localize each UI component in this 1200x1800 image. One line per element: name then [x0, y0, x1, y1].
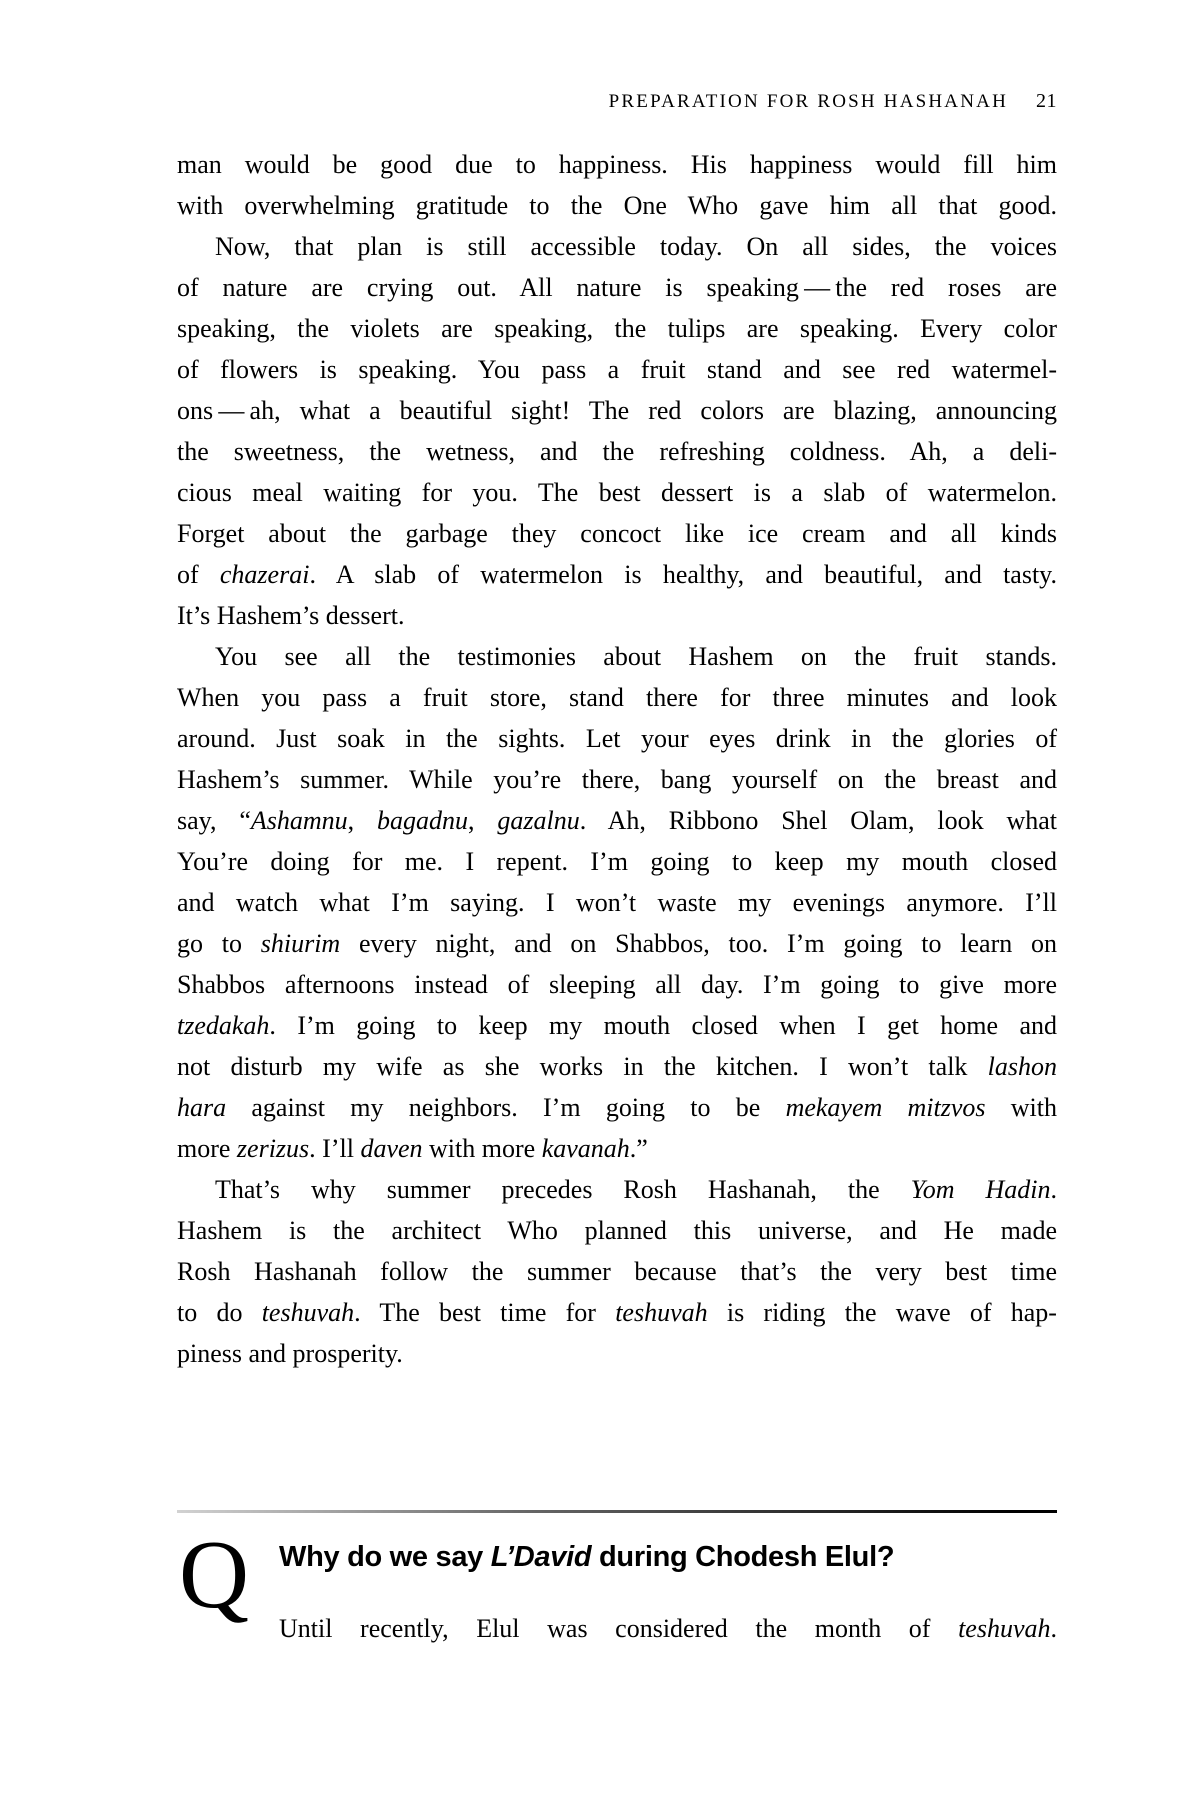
text-run: It’s Hashem’s dessert.	[177, 601, 405, 630]
text-line	[177, 841, 1057, 882]
text-run: with	[985, 1093, 1058, 1122]
text-run: Now, that plan is still accessible today. On all sides, the voices	[215, 232, 1057, 261]
text-run: Until recently, Elul was considered the month of	[279, 1614, 959, 1643]
text-line	[177, 677, 1057, 718]
text-run: . A slab of watermelon is healthy, and beautiful, and tasty.	[309, 560, 1057, 589]
text-line	[177, 759, 1057, 800]
body-paragraph	[177, 636, 1057, 1169]
text-line	[177, 1292, 1057, 1333]
text-run: You see all the testimonies about Hashem on the fruit stands.	[215, 642, 1057, 671]
body-paragraph	[177, 226, 1057, 636]
text-line	[177, 718, 1057, 759]
text-run: . The best time for	[354, 1298, 616, 1327]
text-run: of	[177, 560, 220, 589]
italic-text-run: chazerai	[219, 560, 310, 589]
body-paragraph	[177, 1169, 1057, 1374]
text-run: .	[1050, 1175, 1057, 1204]
text-line	[177, 1333, 1057, 1374]
running-header-title: PREPARATION FOR ROSH HASHANAH	[608, 91, 1008, 112]
text-line	[177, 1087, 1057, 1128]
italic-text-run: tzedakah	[177, 1011, 270, 1040]
text-run: Shabbos afternoons instead of sleeping all day. I’m going to give more	[177, 970, 1057, 999]
text-run: ,	[468, 806, 498, 835]
italic-text-run: teshuvah	[615, 1298, 708, 1327]
body-text	[177, 144, 1057, 1374]
body-paragraph	[177, 144, 1057, 226]
text-line	[177, 1128, 1057, 1169]
text-run: during Chodesh Elul?	[591, 1541, 895, 1573]
answer-text	[279, 1609, 1057, 1649]
italic-text-run: Ashamnu	[250, 806, 348, 835]
text-line	[177, 390, 1057, 431]
italic-text-run: bagadnu	[377, 806, 469, 835]
qa-content	[279, 1539, 1057, 1649]
text-run: .	[1050, 1614, 1057, 1643]
italic-text-run: teshuvah	[261, 1298, 355, 1327]
running-header	[177, 90, 1057, 113]
text-run: speaking, the violets are speaking, the tulips are speaking. Every color	[177, 314, 1057, 343]
text-run: and watch what I’m saying. I won’t waste my evenings anymore. I’ll	[177, 888, 1057, 917]
italic-text-run: mekayem mitzvos	[785, 1093, 986, 1122]
text-run: That’s why summer precedes Rosh Hashanah, the	[215, 1175, 911, 1204]
text-line	[177, 185, 1057, 226]
text-line	[177, 964, 1057, 1005]
text-line	[177, 1210, 1057, 1251]
italic-text-run: L’David	[490, 1541, 592, 1573]
italic-text-run: lashon	[987, 1052, 1057, 1081]
text-run: . I’ll	[309, 1134, 361, 1163]
question-drop-cap: Q	[179, 1521, 250, 1628]
text-run: Why do we say	[279, 1541, 491, 1573]
text-run: go to	[177, 929, 261, 958]
text-run: say, “	[177, 806, 251, 835]
text-run: man would be good due to happiness. His happiness would fill him	[177, 150, 1057, 179]
text-run: Hashem is the architect Who planned this universe, and He made	[177, 1216, 1057, 1245]
text-run: of nature are crying out. All nature is speaking — the red roses are	[177, 273, 1057, 302]
text-run: Forget about the garbage they concoct like ice cream and all kinds	[177, 519, 1057, 548]
text-run: every night, and on Shabbos, too. I’m going to learn on	[340, 929, 1057, 958]
text-run: around. Just soak in the sights. Let your eyes drink in the glories of	[177, 724, 1057, 753]
text-line	[177, 472, 1057, 513]
text-run: is riding the wave of hap-	[707, 1298, 1057, 1327]
text-run: the sweetness, the wetness, and the refreshing coldness. Ah, a deli-	[177, 437, 1057, 466]
italic-text-run: zerizus	[236, 1134, 310, 1163]
text-line	[177, 1251, 1057, 1292]
text-run: with overwhelming gratitude to the One Who gave him all that good.	[177, 191, 1057, 220]
text-run: with more	[422, 1134, 542, 1163]
text-line	[177, 882, 1057, 923]
italic-text-run: kavanah	[541, 1134, 630, 1163]
italic-text-run: daven	[360, 1134, 423, 1163]
text-line	[177, 595, 1057, 636]
text-run: Rosh Hashanah follow the summer because that’s the very best time	[177, 1257, 1057, 1286]
text-run: ons — ah, what a beautiful sight! The red colors are blazing, announcing	[177, 396, 1057, 425]
text-line	[177, 349, 1057, 390]
text-run: more	[177, 1134, 237, 1163]
text-line	[177, 1169, 1057, 1210]
text-run: . Ah, Ribbono Shel Olam, look what	[579, 806, 1058, 835]
qa-row	[177, 1521, 1057, 1649]
text-line	[177, 144, 1057, 185]
text-run: to do	[177, 1298, 262, 1327]
question-text	[279, 1539, 1057, 1575]
text-line	[177, 308, 1057, 349]
page-number: 21	[1036, 90, 1057, 112]
text-line	[177, 923, 1057, 964]
text-line	[177, 267, 1057, 308]
text-run: against my neighbors. I’m going to be	[226, 1093, 786, 1122]
qa-section	[177, 1510, 1057, 1649]
text-run: of flowers is speaking. You pass a fruit stand and see red watermel-	[177, 355, 1057, 384]
text-run: cious meal waiting for you. The best dessert is a slab of watermelon.	[177, 478, 1057, 507]
section-divider-rule	[177, 1510, 1057, 1513]
text-line	[177, 636, 1057, 677]
text-run: ,	[347, 806, 378, 835]
text-run: .”	[629, 1134, 648, 1163]
text-line	[177, 800, 1057, 841]
text-run: When you pass a fruit store, stand there for three minutes and look	[177, 683, 1057, 712]
text-line	[177, 1005, 1057, 1046]
text-line	[177, 513, 1057, 554]
text-line	[177, 1046, 1057, 1087]
text-run: not disturb my wife as she works in the kitchen. I won’t talk	[177, 1052, 988, 1081]
italic-text-run: shiurim	[260, 929, 341, 958]
italic-text-run: gazalnu	[497, 806, 580, 835]
italic-text-run: Yom Hadin	[910, 1175, 1051, 1204]
text-line	[177, 431, 1057, 472]
text-run: Hashem’s summer. While you’re there, bang yourself on the breast and	[177, 765, 1057, 794]
italic-text-run: teshuvah	[958, 1614, 1051, 1643]
text-run: . I’m going to keep my mouth closed when I get home and	[269, 1011, 1057, 1040]
text-run: You’re doing for me. I repent. I’m going to keep my mouth closed	[177, 847, 1057, 876]
italic-text-run: hara	[177, 1093, 227, 1122]
text-line	[177, 226, 1057, 267]
text-run: piness and prosperity.	[177, 1339, 403, 1368]
text-line	[177, 554, 1057, 595]
